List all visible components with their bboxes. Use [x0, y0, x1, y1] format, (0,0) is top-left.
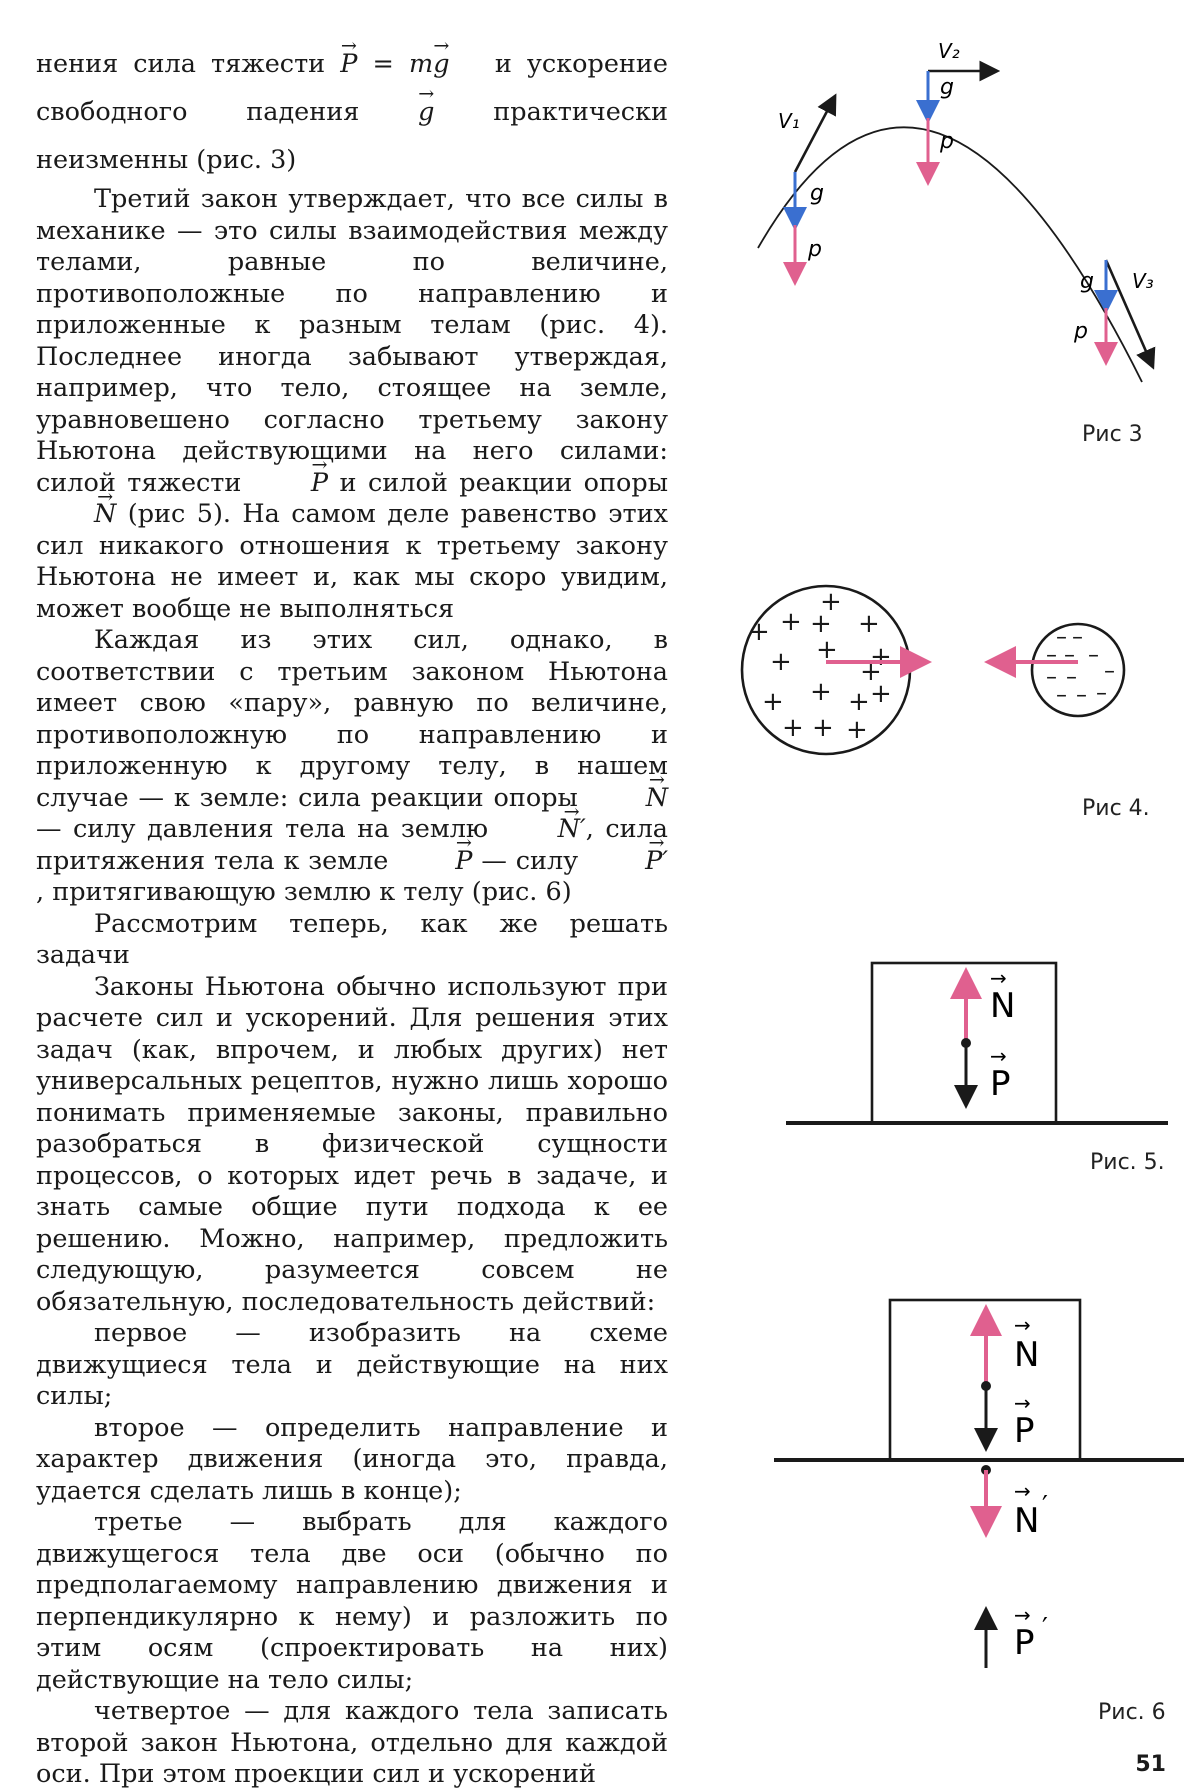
step-2: второе — определить направление и характер движения (иногда это, правда, удается сделать лишь в конце);: [36, 1412, 668, 1506]
svg-text:–: –: [1056, 625, 1067, 650]
label-P-6: P: [1014, 1411, 1035, 1451]
label-p1: p: [808, 237, 822, 262]
vector-g-2: → g: [418, 88, 434, 136]
caption-fig6: Рис. 6: [1098, 1700, 1166, 1725]
svg-text:+: +: [816, 635, 838, 665]
p1-text-a: нения сила тяжести: [36, 49, 326, 79]
svg-text:–: –: [1066, 665, 1077, 690]
vector-P-prime: → P′: [587, 846, 668, 878]
p3-text-b: — силу давления тела на землю: [36, 814, 489, 844]
text-column: [36, 40, 668, 1791]
svg-text:+: +: [780, 607, 802, 637]
svg-text:–: –: [1064, 643, 1075, 668]
vector-P: → P: [340, 40, 357, 88]
p3-text-d: — силу: [481, 845, 579, 876]
step-4: четвертое — для каждого тела записать второй закон Ньютона, отдельно для каждой оси. При этом проекции сил и ускорений: [36, 1696, 668, 1789]
velocity-v1-arrow: [795, 98, 834, 172]
svg-text:–: –: [1088, 643, 1099, 668]
p2-text-c: (рис 5). На самом деле равенство этих сил никакого отношения к третьему закону Ньютона не имеет и, как мы скоро увидим, может вообще не выполняться: [36, 499, 669, 624]
svg-text:–: –: [1056, 683, 1067, 708]
svg-text:–: –: [1046, 665, 1057, 690]
figure-6-pairs: [770, 1290, 1190, 1680]
paragraph-3: [36, 625, 668, 909]
vector-P-2: → P: [253, 468, 328, 500]
label-P-prime: P: [1014, 1623, 1035, 1663]
vector-N: → N: [36, 499, 116, 531]
svg-text:+: +: [820, 587, 842, 617]
paragraph-5: Законы Ньютона обычно используют при расчете сил и ускорений. Для решения этих задач (как, впрочем, и любых других) нет универсальных рецептов, нужно лишь хорошо понимать применяемые законы, правильно разобраться в физической сущности процессов, о которых идет речь в задаче, и знать самые общие пути подхода к ее решению. Можно, например, предложить следующую, разумеется совсем не обязательную, последовательность действий:: [36, 971, 668, 1317]
figure-3-trajectory: [740, 30, 1180, 450]
p3-text-c: , сила притяжения тела к земле: [36, 814, 669, 876]
p3-text-a: Каждая из этих сил, однако, в соответствии с третьим законом Ньютона имеет свою «пару», равную по величине, противоположную по направлению и приложенную к другому телу, в нашем случае — к земле: сила реакции опоры: [36, 625, 668, 813]
caption-fig5: Рис. 5.: [1090, 1150, 1165, 1175]
label-N-arrow: →: [990, 966, 1007, 990]
label-g2: g: [940, 75, 954, 100]
vector-g: → g: [433, 40, 449, 88]
label-P-prime-mark: ′: [1042, 1613, 1048, 1643]
label-p2: p: [940, 129, 954, 154]
label-v1: V₁: [778, 109, 800, 133]
svg-text:+: +: [748, 617, 770, 647]
step-3: третье — выбрать для каждого движущегося тела две оси (обычно по предполагаемому направлению движения и перпендикулярно к нему) и разложить по этим осям (спроектировать на них) действующие на тело силы;: [36, 1507, 668, 1695]
plus-signs: [748, 587, 892, 745]
paragraph-1: [36, 40, 668, 184]
paragraph-2: [36, 184, 668, 625]
vector-N-2: → N: [588, 783, 668, 815]
label-g1: g: [810, 181, 824, 206]
label-P: P: [990, 1064, 1011, 1104]
svg-text:+: +: [782, 713, 804, 743]
svg-text:+: +: [848, 687, 870, 717]
caption-fig3: Рис 3: [1082, 422, 1143, 447]
svg-text:+: +: [870, 679, 892, 709]
paragraph-4: Рассмотрим теперь, как же решать задачи: [36, 908, 668, 970]
minus-signs: [1046, 625, 1115, 708]
label-N: N: [990, 986, 1016, 1026]
p2-text-a: Третий закон утверждает, что все силы в механике — это силы взаимодействия между телами, равные по величине, противоположные по направлению и приложенные к разным телам (рис. 4). Последнее иногда забывают утверждая, например, что тело, стоящее на земле, уравновешено согласно третьему закону Ньютона действующими на него силами: силой тяжести: [36, 184, 668, 498]
figure-4-charges: [720, 570, 1180, 770]
svg-text:+: +: [846, 715, 868, 745]
svg-text:+: +: [870, 642, 892, 672]
svg-text:–: –: [1076, 683, 1087, 708]
caption-fig4: Рис 4.: [1082, 796, 1150, 821]
vector-N-prime: → N′: [500, 814, 586, 846]
p1-text-b: и ускорение свободного падения: [36, 49, 668, 127]
label-N-6: N: [1014, 1335, 1040, 1375]
svg-text:+: +: [810, 609, 832, 639]
label-N-prime-arrow: →: [1014, 1479, 1031, 1503]
svg-text:+: +: [762, 687, 784, 717]
page-number: 51: [1135, 1752, 1166, 1777]
svg-text:–: –: [1046, 643, 1057, 668]
svg-text:+: +: [810, 677, 832, 707]
svg-text:+: +: [858, 609, 880, 639]
step-1: первое — изобразить на схеме движущиеся тела и действующие на них силы;: [36, 1318, 668, 1411]
label-N-6-arrow: →: [1014, 1313, 1031, 1337]
p1-eq-mid: = m: [357, 49, 434, 79]
svg-text:+: +: [770, 647, 792, 677]
vector-P-3: → P: [397, 846, 472, 878]
svg-text:–: –: [1096, 681, 1107, 706]
p3-text-e: , притягивающую землю к телу (рис. 6): [36, 877, 572, 907]
p2-text-b: и силой реакции опоры: [339, 467, 669, 498]
label-P-prime-arrow: →: [1014, 1603, 1031, 1627]
figure-5-block: [780, 955, 1180, 1135]
label-N-prime-mark: ′: [1042, 1491, 1048, 1521]
svg-text:–: –: [1104, 659, 1115, 684]
label-P-6-arrow: →: [1014, 1391, 1031, 1415]
label-v3: V₃: [1132, 269, 1154, 293]
label-v2: V₂: [938, 39, 960, 63]
svg-text:–: –: [1072, 625, 1083, 650]
label-P-arrow: →: [990, 1044, 1007, 1068]
p1-text-c: практически неизменны (рис. 3): [36, 97, 669, 175]
svg-text:+: +: [812, 713, 834, 743]
label-g3: g: [1080, 269, 1094, 294]
svg-text:+: +: [860, 657, 882, 687]
label-p3: p: [1074, 319, 1088, 344]
label-N-prime: N: [1014, 1501, 1040, 1541]
